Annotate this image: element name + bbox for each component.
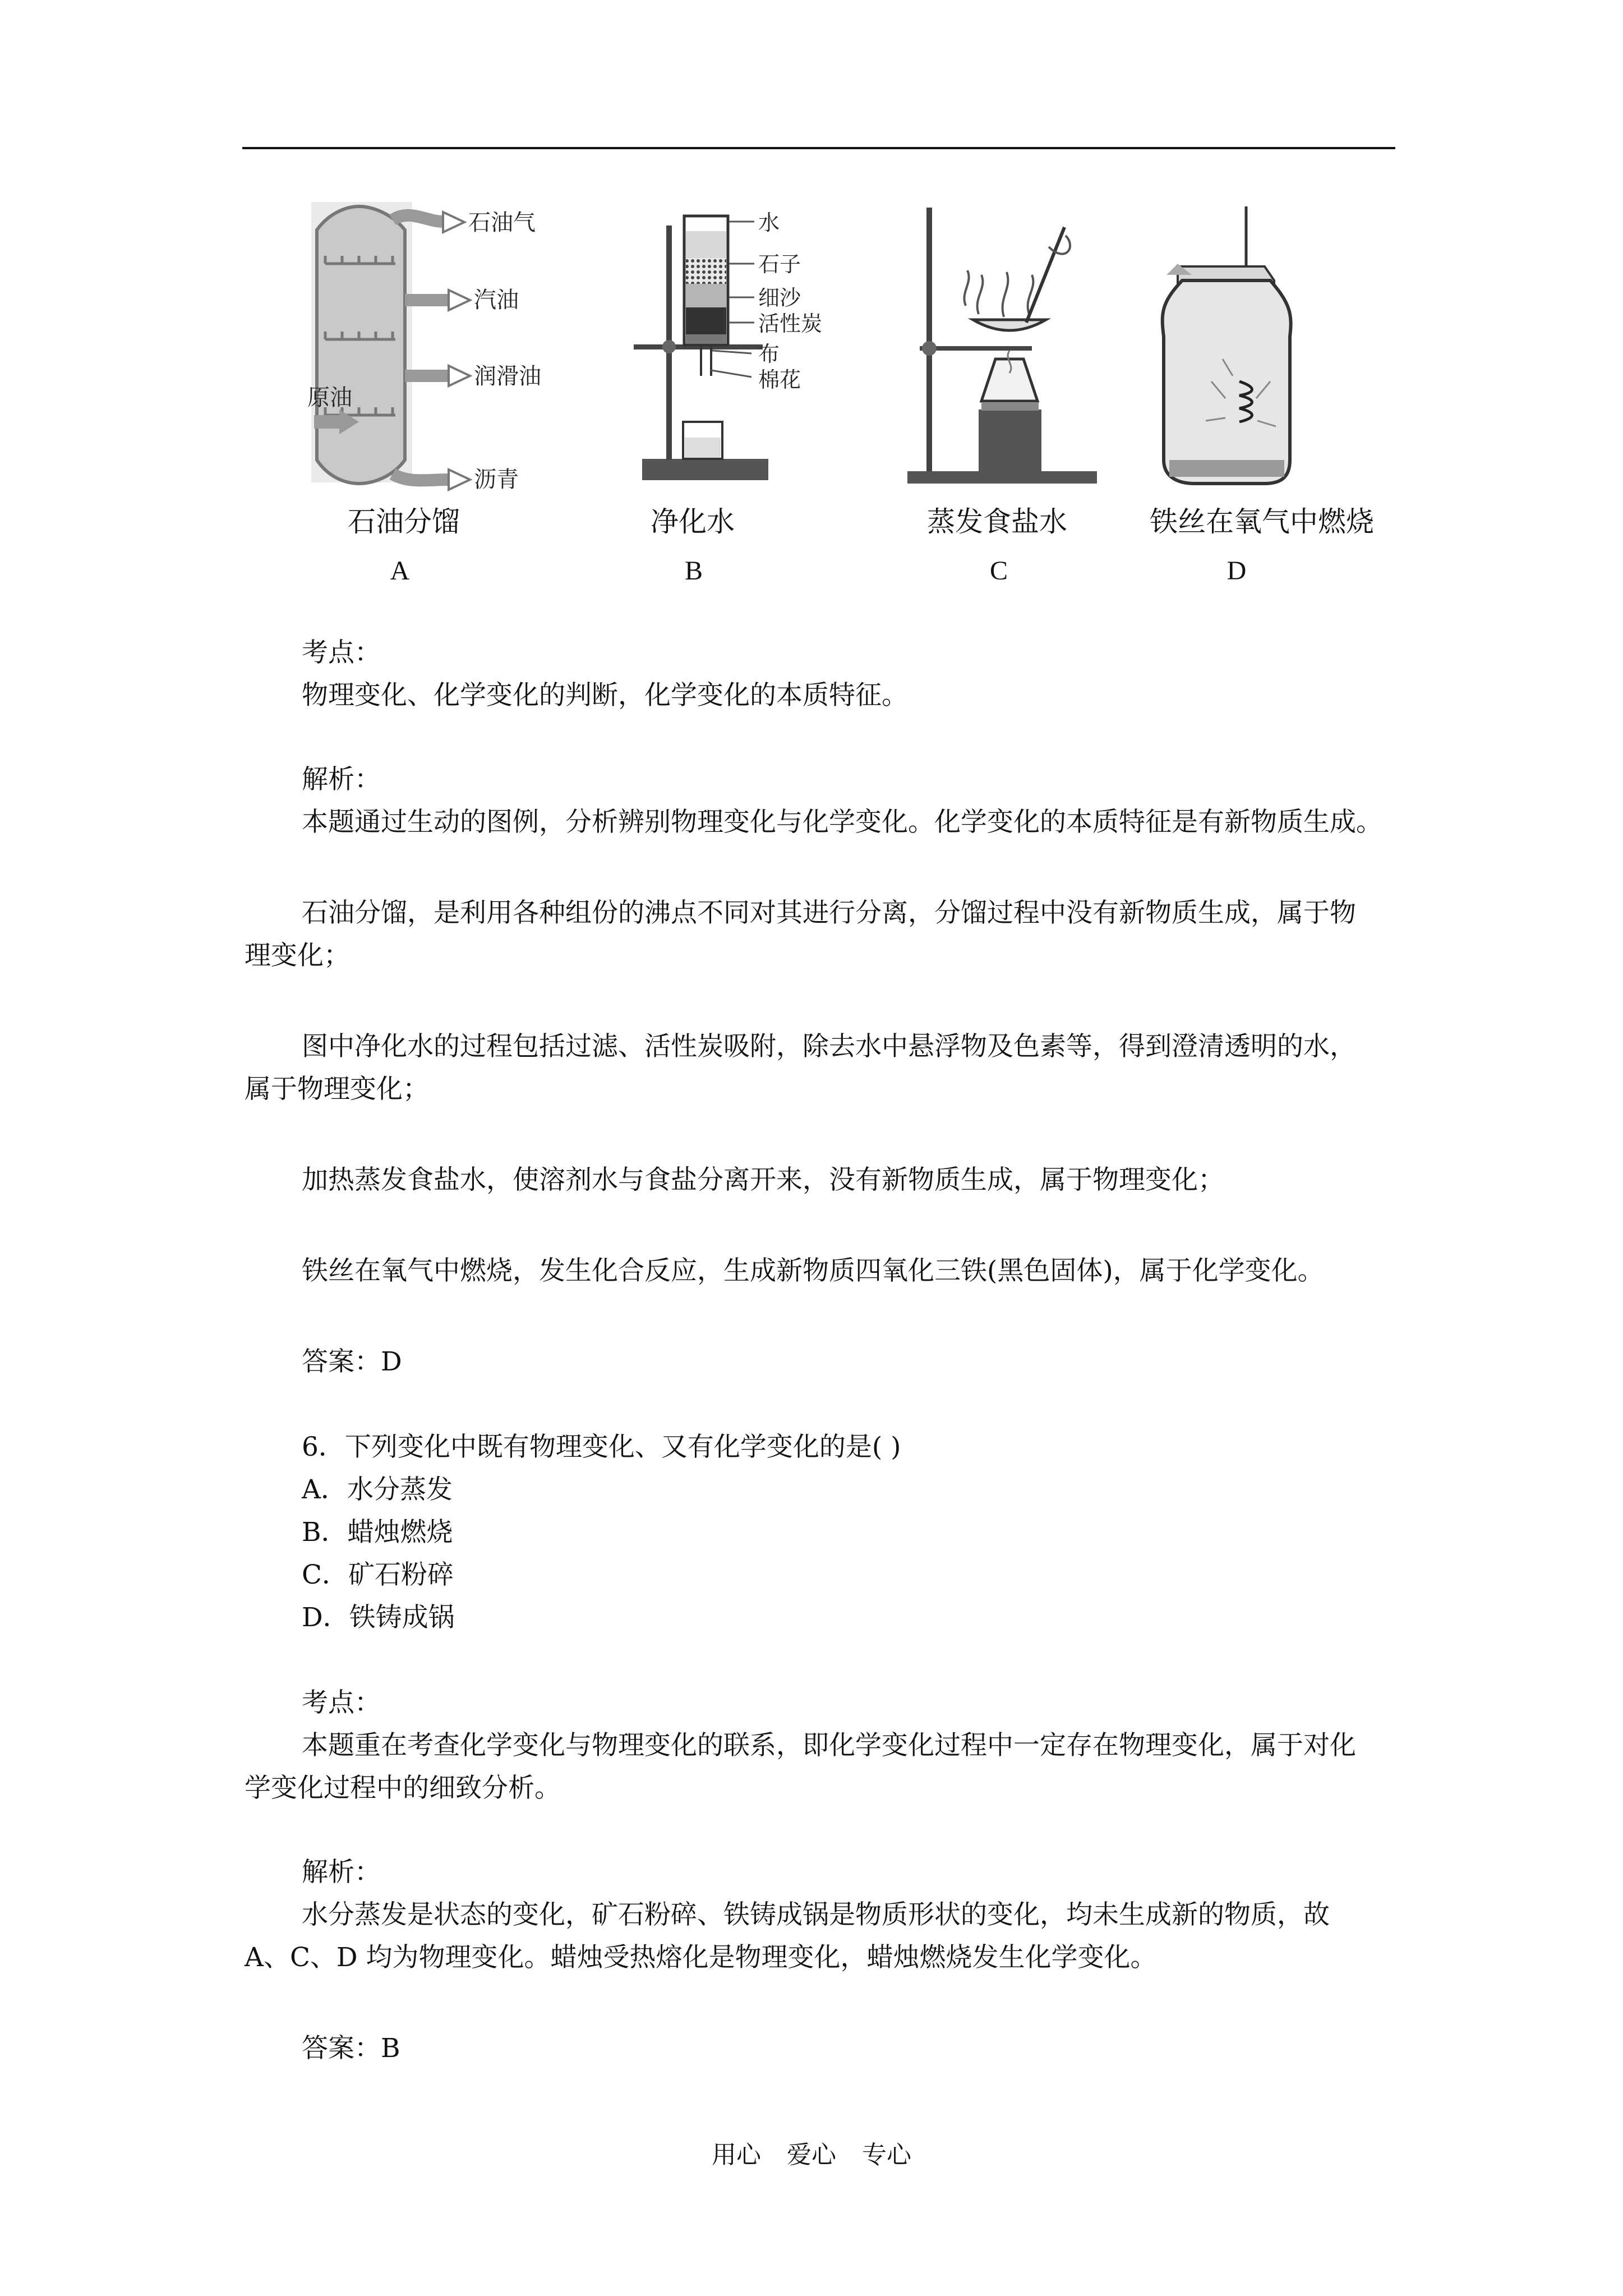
label-shizi: 石子 xyxy=(758,252,801,277)
q6-option-a: A．水分蒸发 xyxy=(302,1474,453,1505)
q6-jiexi-label: 解析： xyxy=(302,1857,381,1888)
caption-c: 蒸发食盐水 xyxy=(927,505,1067,538)
q5-kaodian-label: 考点： xyxy=(302,637,381,668)
q5-kaodian-text: 物理变化、化学变化的判断，化学变化的本质特征。 xyxy=(302,680,908,711)
q6-question: 6．下列变化中既有物理变化、又有化学变化的是( ) xyxy=(302,1432,901,1462)
q5-answer: 答案：D xyxy=(302,1346,402,1377)
letter-b: B xyxy=(684,556,703,586)
label-liqing: 沥青 xyxy=(474,467,519,493)
label-huoxingtan: 活性炭 xyxy=(758,311,823,336)
q6-jiexi-line1: 水分蒸发是状态的变化，矿石粉碎、铁铸成锅是物质形状的变化，均未生成新的物质，故 xyxy=(302,1899,1330,1930)
q6-kaodian-label: 考点： xyxy=(302,1687,381,1718)
q5-jiexi-p4: 加热蒸发食盐水，使溶剂水与食盐分离开来，没有新物质生成，属于物理变化； xyxy=(302,1165,1224,1195)
q6-jiexi-line2: A、C、D 均为物理变化。蜡烛受热熔化是物理变化，蜡烛燃烧发生化学变化。 xyxy=(245,1942,1157,1973)
letter-c: C xyxy=(989,556,1008,586)
q6-answer: 答案：B xyxy=(302,2033,400,2064)
q5-jiexi-label: 解析： xyxy=(302,764,381,795)
label-qiyou: 汽油 xyxy=(474,287,519,313)
q6-option-d: D．铁铸成锅 xyxy=(302,1602,455,1633)
q5-jiexi-p2-line2: 理变化； xyxy=(245,940,350,971)
q6-kaodian-line2: 学变化过程中的细致分析。 xyxy=(245,1773,561,1803)
water-purifier-illustration xyxy=(634,216,768,480)
q5-jiexi-p3-line1: 图中净化水的过程包括过滤、活性炭吸附，除去水中悬浮物及色素等，得到澄清透明的水， xyxy=(302,1031,1356,1062)
iron-burning-illustration xyxy=(1163,206,1291,484)
distillation-column-illustration xyxy=(311,202,470,490)
caption-d: 铁丝在氧气中燃烧 xyxy=(1150,505,1374,538)
letter-a: A xyxy=(390,556,410,586)
label-runhuayou: 润滑油 xyxy=(474,364,541,389)
label-bu: 布 xyxy=(758,342,780,366)
q5-jiexi-p3-line2: 属于物理变化； xyxy=(245,1074,429,1105)
label-shui: 水 xyxy=(758,210,780,235)
q6-option-c: C．矿石粉碎 xyxy=(302,1559,454,1590)
label-xisha: 细沙 xyxy=(758,286,801,310)
label-yuanyou: 原油 xyxy=(307,385,352,411)
caption-a: 石油分馏 xyxy=(348,505,460,538)
figure-panel xyxy=(0,0,1623,505)
q6-option-b: B．蜡烛燃烧 xyxy=(302,1517,453,1548)
q5-jiexi-p1: 本题通过生动的图例，分析辨别物理变化与化学变化。化学变化的本质特征是有新物质生成。 xyxy=(302,807,1382,838)
evaporation-illustration xyxy=(907,208,1097,484)
q5-jiexi-p5: 铁丝在氧气中燃烧，发生化合反应，生成新物质四氧化三铁(黑色固体)，属于化学变化。 xyxy=(302,1255,1324,1286)
letter-d: D xyxy=(1227,556,1247,586)
page-footer: 用心 爱心 专心 xyxy=(712,2141,911,2169)
caption-b: 净化水 xyxy=(651,505,735,538)
q6-kaodian-line1: 本题重在考查化学变化与物理变化的联系，即化学变化过程中一定存在物理变化，属于对化 xyxy=(302,1730,1356,1761)
q5-jiexi-p2-line1: 石油分馏，是利用各种组份的沸点不同对其进行分离，分馏过程中没有新物质生成，属于物 xyxy=(302,898,1356,928)
label-shiyouqi: 石油气 xyxy=(468,210,536,236)
label-mianhua: 棉花 xyxy=(758,367,801,392)
